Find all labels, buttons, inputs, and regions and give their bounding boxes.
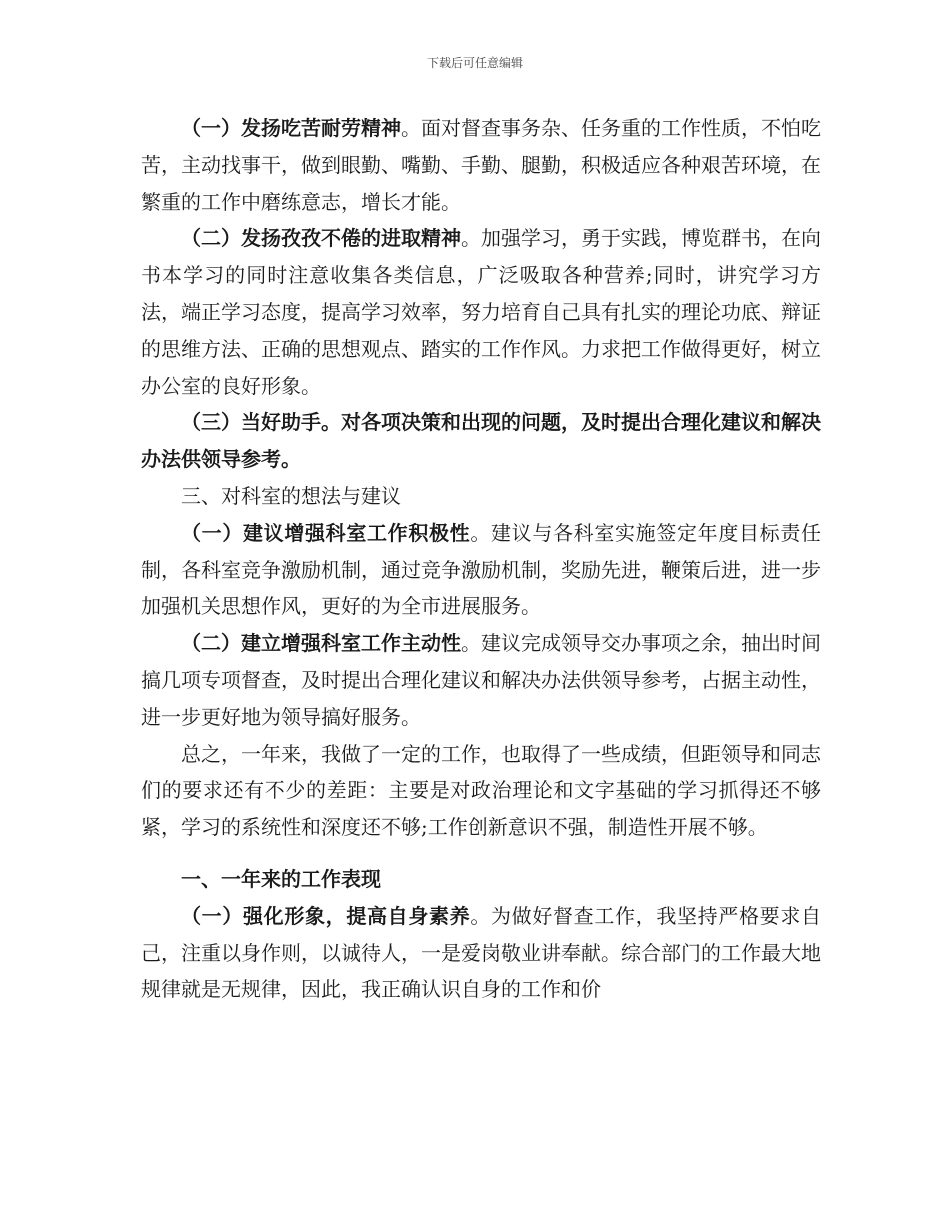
section-heading-1: 一、一年来的工作表现: [181, 866, 381, 891]
paragraph-9: [141, 898, 821, 1008]
paragraph-2-text: 。加强学习，勇于实践，博览群书，在向书本学习的同时注意收集各类信息，广泛吸取各种营养;同时，讲究学习方法，端正学习态度，提高学习效率，努力培育自己具有扎实的理论功底、辩证的思维方法、正确的思想观点、踏实的工作作风。力求把工作做得更好，树立办公室的良好形象。: [141, 226, 821, 398]
section-heading-3: 三、对科室的想法与建议: [181, 483, 401, 508]
document-body: [141, 110, 821, 1008]
paragraph-2: [141, 220, 821, 404]
paragraph-3: （三）当好助手。对各项决策和出现的问题，及时提出合理化建议和解决办法供领导参考。: [141, 410, 821, 472]
paragraph-2-lead: （二）发扬孜孜不倦的进取精神: [181, 226, 461, 251]
paragraph-5-lead: （一）建议增强科室工作积极性: [181, 520, 471, 545]
paragraph-5-text: 。建议与各科室实施签定年度目标责任制，各科室竞争激励机制，通过竞争激励机制，奖励先进，鞭策后进，进一步加强机关思想作风，更好的为全市进展服务。: [141, 520, 822, 619]
page-header-note: 下载后可任意编辑: [426, 56, 523, 70]
paragraph-1: [141, 110, 821, 220]
paragraph-6-text: 。建议完成领导交办事项之余，抽出时间搞几项专项督查，及时提出合理化建议和解决办法供领导参考，占据主动性，进一步更好地为领导搞好服务。: [141, 631, 821, 729]
paragraph-7: 总之，一年来，我做了一定的工作，也取得了一些成绩，但距领导和同志们的要求还有不少的差距：主要是对政治理论和文字基础的学习抓得还不够紧，学习的系统性和深度还不够;工作创新意识不强，制造性开展不够。: [141, 741, 821, 840]
paragraph-5: [141, 515, 821, 625]
paragraph-1-text: 。面对督查事务杂、任务重的工作性质，不怕吃苦，主动找事干，做到眼勤、嘴勤、手勤、腿勤，积极适应各种艰苦环境，在繁重的工作中磨练意志，增长才能。: [141, 116, 821, 214]
paragraph-9-lead: （一）强化形象，提高自身素养: [181, 903, 471, 928]
paragraph-6: [141, 625, 821, 735]
paragraph-9-text: 。为做好督查工作，我坚持严格要求自己，注重以身作则，以诚待人，一是爱岗敬业讲奉献。综合部门的工作最大地规律就是无规律，因此，我正确认识自身的工作和价: [141, 903, 822, 1002]
paragraph-6-lead: （二）建立增强科室工作主动性: [181, 631, 461, 656]
paragraph-1-lead: （一）发扬吃苦耐劳精神: [181, 116, 401, 140]
